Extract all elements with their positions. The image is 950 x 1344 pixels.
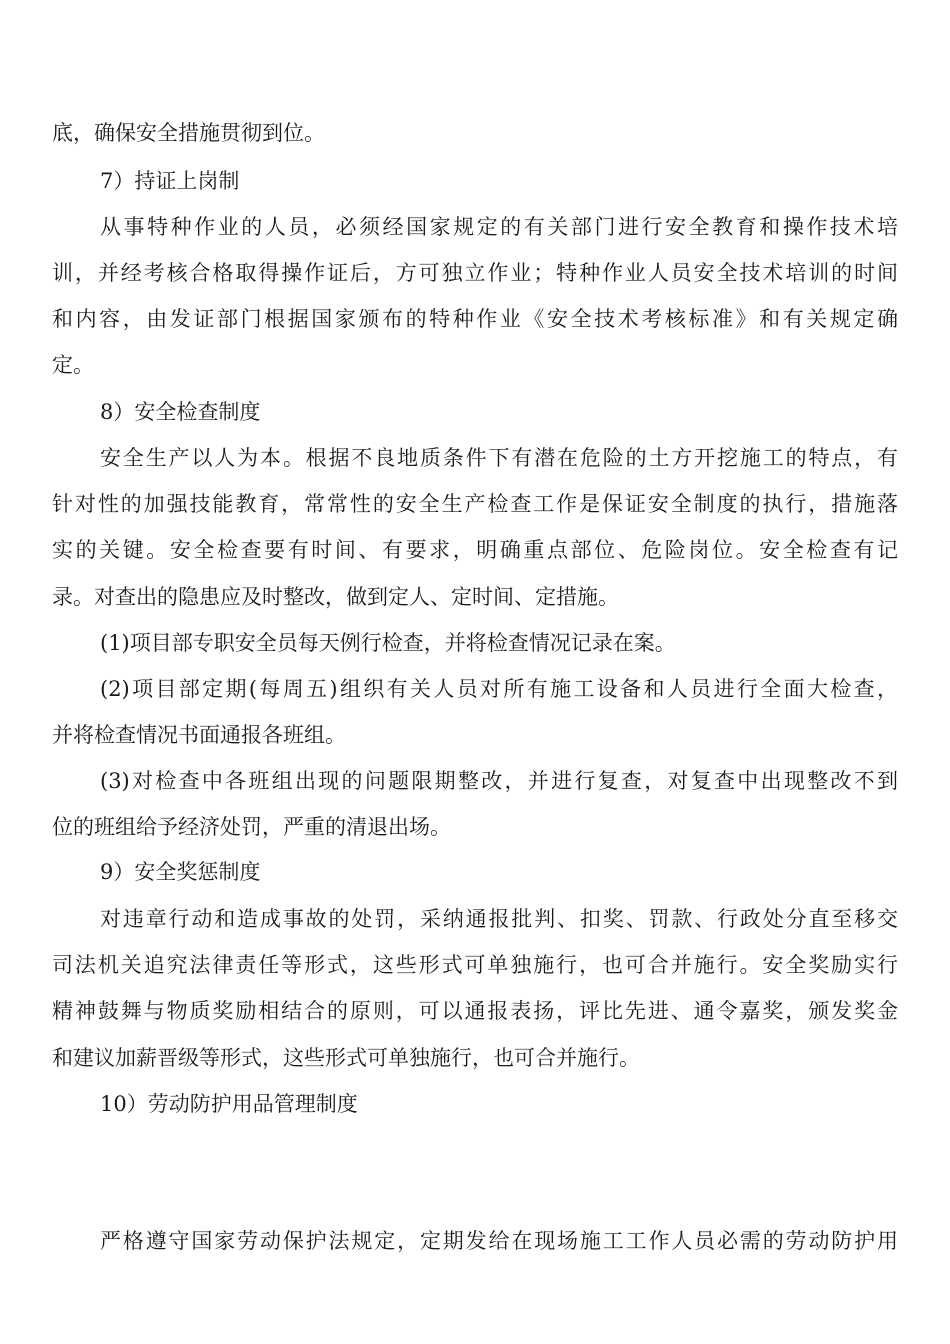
section-heading: 7）持证上岗制 xyxy=(100,169,240,193)
paragraph-line: 和内容，由发证部门根据国家颁布的特种作业《安全技术考核标准》和有关规定确 xyxy=(52,307,898,331)
paragraph-line: 安全生产以人为本。根据不良地质条件下有潜在危险的土方开挖施工的特点，有 xyxy=(100,446,898,470)
paragraph-line: 定。 xyxy=(52,353,94,377)
paragraph-line: 录。对查出的隐患应及时整改，做到定人、定时间、定措施。 xyxy=(52,585,619,609)
list-item: (1)项目部专职安全员每天例行检查，并将检查情况记录在案。 xyxy=(100,631,676,655)
paragraph-line: 和建议加薪晋级等形式，这些形式可单独施行，也可合并施行。 xyxy=(52,1046,640,1070)
section-heading: 9）安全奖惩制度 xyxy=(100,860,261,884)
paragraph-line: 精神鼓舞与物质奖励相结合的原则，可以通报表扬，评比先进、通令嘉奖，颁发奖金 xyxy=(52,999,898,1023)
section-heading: 8）安全检查制度 xyxy=(100,400,261,424)
list-item: (3)对检查中各班组出现的问题限期整改，并进行复查，对复查中出现整改不到 xyxy=(100,769,898,793)
paragraph-line: 底，确保安全措施贯彻到位。 xyxy=(52,121,325,145)
paragraph-line: 司法机关追究法律责任等形式，这些形式可单独施行，也可合并施行。安全奖励实行 xyxy=(52,953,898,977)
paragraph-line: 实的关键。安全检查要有时间、有要求，明确重点部位、危险岗位。安全检查有记 xyxy=(52,538,898,562)
paragraph-line: 严格遵守国家劳动保护法规定，定期发给在现场施工工作人员必需的劳动防护用 xyxy=(100,1229,898,1253)
paragraph-line: 对违章行动和造成事故的处罚，采纳通报批判、扣奖、罚款、行政处分直至移交 xyxy=(100,907,898,931)
section-heading: 10）劳动防护用品管理制度 xyxy=(100,1092,358,1116)
list-item-continuation: 并将检查情况书面通报各班组。 xyxy=(52,723,346,747)
list-item-continuation: 位的班组给予经济处罚，严重的清退出场。 xyxy=(52,815,451,839)
paragraph-line: 针对性的加强技能教育，常常性的安全生产检查工作是保证安全制度的执行，措施落 xyxy=(52,492,898,516)
paragraph-line: 训，并经考核合格取得操作证后，方可独立作业；特种作业人员安全技术培训的时间 xyxy=(52,261,898,285)
list-item: (2)项目部定期(每周五)组织有关人员对所有施工设备和人员进行全面大检查， xyxy=(100,677,898,701)
paragraph-line: 从事特种作业的人员，必须经国家规定的有关部门进行安全教育和操作技术培 xyxy=(100,215,898,239)
